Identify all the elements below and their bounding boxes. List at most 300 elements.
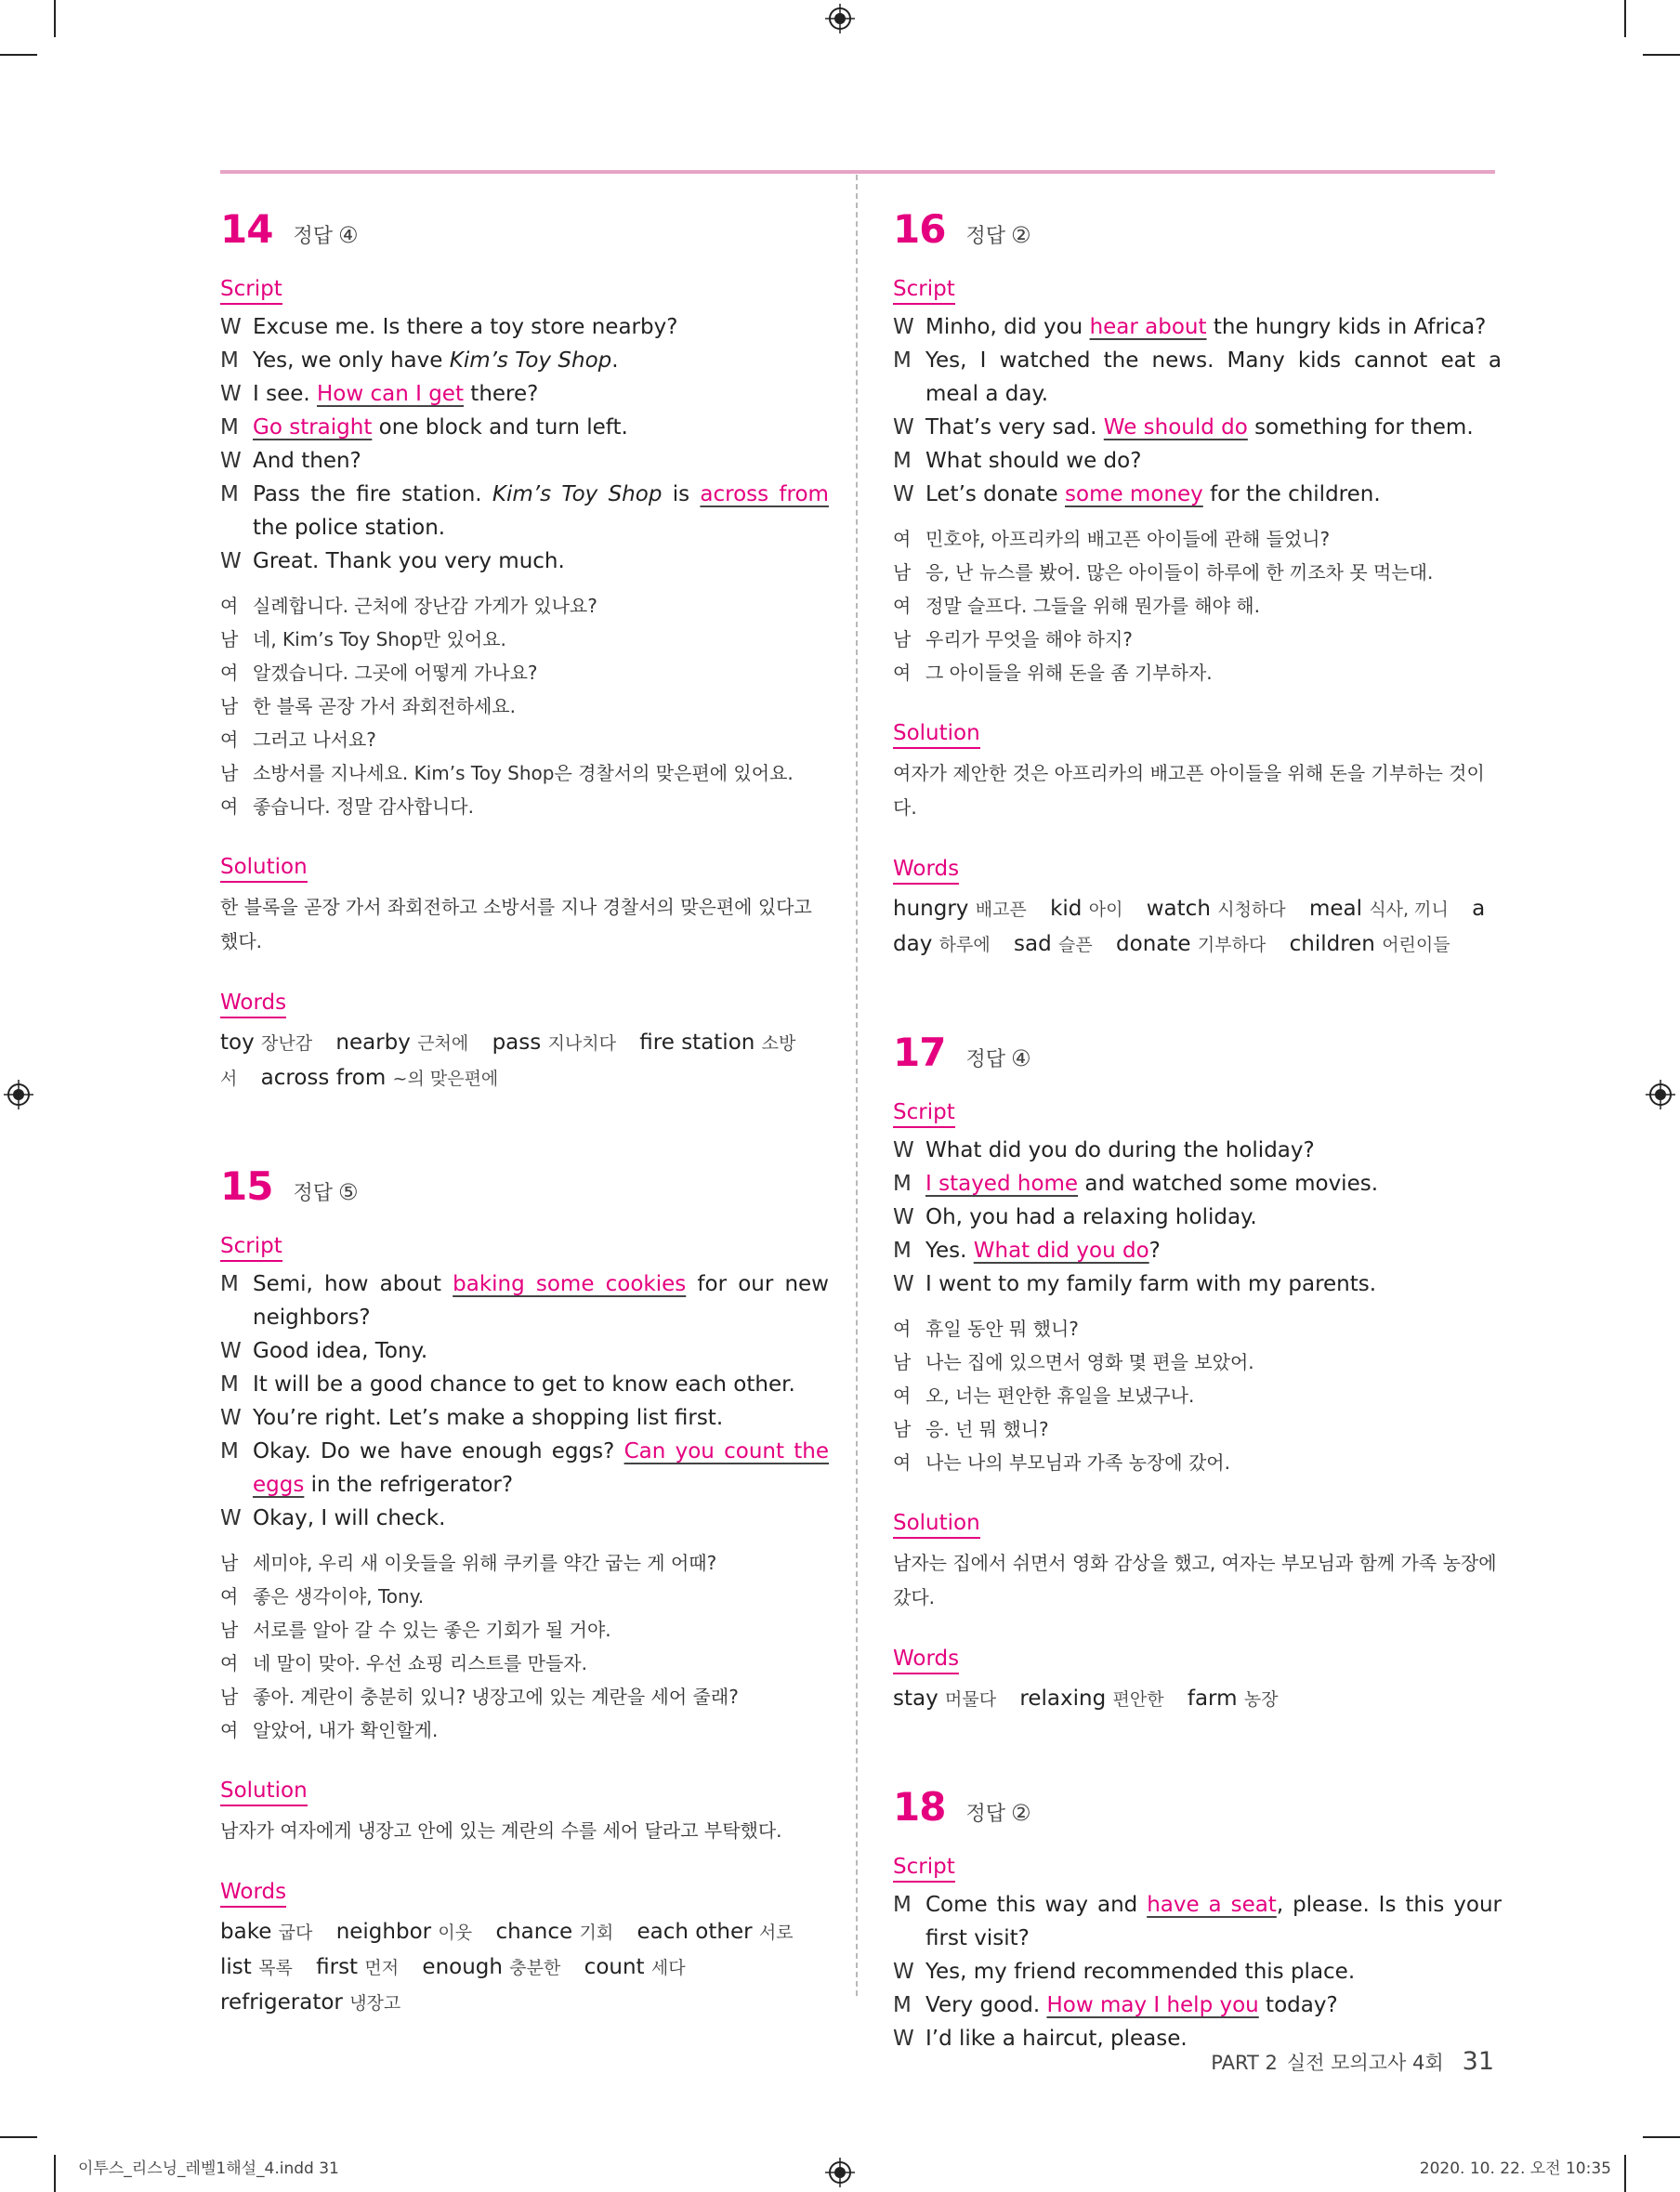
word-ko: 시청하다 xyxy=(1217,899,1286,920)
script-line xyxy=(893,1234,1502,1267)
crop-mark xyxy=(1624,0,1626,37)
speaker: M xyxy=(220,1272,239,1296)
page-number: 31 xyxy=(1462,2047,1494,2076)
script-line xyxy=(893,1267,1502,1301)
script-line xyxy=(220,377,829,411)
text-run: Good idea, Tony. xyxy=(253,1339,428,1363)
text-run: Minho, did you xyxy=(925,315,1090,339)
text-run: . xyxy=(611,348,619,373)
text-run: What did you do during the holiday? xyxy=(925,1138,1315,1162)
question-header xyxy=(893,1784,1502,1840)
spacer xyxy=(220,1747,829,1764)
line-text xyxy=(925,344,1502,411)
translation-text: 민호야, 아프리카의 배고픈 아이들에 관해 들었니? xyxy=(925,528,1331,550)
question-16 xyxy=(893,206,1502,963)
translation-text: 알았어, 내가 확인할게. xyxy=(253,1719,439,1741)
script-line xyxy=(220,1435,829,1502)
speaker: 남 xyxy=(220,1552,239,1574)
translation-text: 나는 집에 있으면서 영화 몇 편을 보았어. xyxy=(925,1351,1254,1373)
page-footer xyxy=(1211,2047,1494,2076)
word-ko: 굽다 xyxy=(278,1923,313,1943)
translation-line xyxy=(893,556,1502,589)
speaker: 여 xyxy=(220,728,239,751)
script-line xyxy=(220,444,829,478)
word-en: pass xyxy=(492,1030,548,1055)
script-line xyxy=(220,478,829,545)
word-en: sad xyxy=(1014,932,1058,956)
crop-mark xyxy=(0,2136,37,2138)
text-run: Pass the fire station. xyxy=(253,482,492,506)
speaker: W xyxy=(893,2027,914,2051)
question-header xyxy=(893,206,1502,262)
highlight-phrase: How may I help you xyxy=(1046,1993,1259,2017)
speaker: 여 xyxy=(893,1451,912,1474)
word-ko: 소방서 xyxy=(220,1033,796,1089)
word-en: children xyxy=(1289,932,1383,956)
text-run: is xyxy=(662,482,701,506)
line-text xyxy=(253,1267,829,1334)
crop-mark xyxy=(1643,2136,1680,2138)
solution-text: 남자가 여자에게 냉장고 안에 있는 계란의 수를 세어 달라고 부탁했다. xyxy=(220,1819,782,1842)
spacer xyxy=(220,823,829,840)
script-line xyxy=(220,1502,829,1535)
words-label: Words xyxy=(893,855,959,885)
speaker: 남 xyxy=(893,628,912,650)
crop-mark xyxy=(1624,2155,1626,2192)
word-en: stay xyxy=(893,1687,946,1711)
solution-text: 한 블록을 곧장 가서 좌회전하고 소방서를 지나 경찰서의 맞은편에 있다고 했다. xyxy=(220,896,812,952)
answer-label: 정답 xyxy=(965,1048,1005,1071)
text-run: Yes, I watched the news. Many kids cannot eat a meal a day. xyxy=(925,348,1502,406)
registration-mark-icon xyxy=(825,2158,855,2187)
word-ko: 서로 xyxy=(758,1923,794,1943)
speaker: M xyxy=(220,348,239,373)
script-line xyxy=(893,411,1502,444)
spacer xyxy=(893,689,1502,706)
translation-text: 소방서를 지나세요. Kim’s Toy Shop은 경찰서의 맞은편에 있어요. xyxy=(253,762,794,784)
highlight-phrase: Can you count the eggs xyxy=(253,1439,829,1497)
text-run: I’d like a haircut, please. xyxy=(925,2027,1188,2051)
translation-text: 우리가 무엇을 해야 하지? xyxy=(925,628,1133,650)
text-run: I see. xyxy=(253,382,317,406)
translation-line xyxy=(893,1312,1502,1345)
speaker: M xyxy=(893,348,912,373)
text-run: the hungry kids in Africa? xyxy=(1206,315,1487,339)
word-en: toy xyxy=(220,1030,262,1055)
speaker: M xyxy=(893,449,912,473)
line-text xyxy=(253,411,829,444)
word-ko: 충분한 xyxy=(509,1958,561,1978)
translation-text: 실례합니다. 근처에 장난감 가게가 있나요? xyxy=(253,595,597,617)
highlight-phrase: I stayed home xyxy=(925,1172,1079,1196)
crop-mark xyxy=(1643,54,1680,56)
crop-mark xyxy=(0,54,37,56)
column-divider xyxy=(856,175,858,1996)
translation-text: 응. 넌 뭐 했니? xyxy=(925,1418,1049,1440)
speaker: W xyxy=(893,1272,914,1296)
line-text xyxy=(253,377,829,411)
spacer xyxy=(220,1848,829,1865)
translation-text: 나는 나의 부모님과 가족 농장에 갔어. xyxy=(925,1451,1230,1474)
text-run: And then? xyxy=(253,449,361,473)
text-run: Kim’s Toy Shop xyxy=(492,482,663,506)
text-run: today? xyxy=(1258,1993,1338,2017)
text-run: You’re right. Let’s make a shopping list first. xyxy=(253,1406,724,1430)
text-run: Kim’s Toy Shop xyxy=(449,348,612,373)
text-run: That’s very sad. xyxy=(925,415,1104,440)
translation-text: 좋아. 계란이 충분히 있니? 냉장고에 있는 계란을 세어 줄래? xyxy=(253,1686,739,1708)
registration-mark-icon xyxy=(825,4,855,33)
question-17 xyxy=(893,1030,1502,1717)
script-line xyxy=(893,1955,1502,1989)
solution-label: Solution xyxy=(220,853,308,883)
line-text xyxy=(925,1234,1502,1267)
word-en: enough xyxy=(422,1955,510,1979)
word-en: list xyxy=(220,1955,259,1979)
speaker: W xyxy=(893,1960,914,1984)
word-en: neighbor xyxy=(335,1920,439,1944)
solution-label: Solution xyxy=(893,719,980,749)
translation-line xyxy=(220,1647,829,1680)
line-text xyxy=(253,444,829,478)
script-line xyxy=(893,310,1502,344)
translation-line xyxy=(220,1580,829,1613)
speaker: M xyxy=(893,1893,912,1917)
script-line xyxy=(893,1989,1502,2022)
line-text xyxy=(925,1167,1502,1201)
script-line xyxy=(220,1368,829,1401)
translation-line xyxy=(220,1713,829,1747)
word-ko: 농장 xyxy=(1243,1689,1279,1710)
translation-line xyxy=(893,1446,1502,1479)
word-list xyxy=(220,1915,829,2021)
word-ko: 기부하다 xyxy=(1197,935,1267,955)
text-run: I went to my family farm with my parents. xyxy=(925,1272,1377,1296)
translation-line xyxy=(220,623,829,656)
word-en: fire station xyxy=(639,1030,762,1055)
word-list xyxy=(893,1682,1502,1717)
translation-line xyxy=(220,1680,829,1713)
line-text xyxy=(253,1368,829,1401)
script-line xyxy=(220,310,829,344)
word-ko: 기회 xyxy=(579,1923,614,1943)
word-en: chance xyxy=(495,1920,580,1944)
word-list xyxy=(893,892,1502,963)
speaker: 여 xyxy=(893,1318,912,1340)
word-ko: 편안한 xyxy=(1112,1689,1164,1710)
speaker: 여 xyxy=(220,662,239,684)
word-en: each other xyxy=(637,1920,759,1944)
word-en: count xyxy=(584,1955,651,1979)
script-line xyxy=(893,344,1502,411)
speaker: W xyxy=(220,382,242,406)
text-run: for the children. xyxy=(1202,482,1381,506)
translation-text: 한 블록 곧장 가서 좌회전하세요. xyxy=(253,695,516,717)
text-run: Come this way and xyxy=(925,1893,1148,1917)
answer-label: 정답 xyxy=(965,225,1005,248)
question-header xyxy=(893,1030,1502,1085)
script-line xyxy=(220,1267,829,1334)
highlight-phrase: have a seat xyxy=(1147,1893,1277,1917)
script-line xyxy=(220,545,829,578)
script-label: Script xyxy=(220,275,282,305)
line-text xyxy=(925,444,1502,478)
speaker: 남 xyxy=(220,1686,239,1708)
speaker: 남 xyxy=(893,561,912,584)
speaker: 남 xyxy=(893,1418,912,1440)
word-en: refrigerator xyxy=(220,1990,350,2015)
crop-mark xyxy=(54,0,56,37)
text-run: ? xyxy=(1148,1239,1161,1263)
speaker: 여 xyxy=(220,595,239,617)
speaker: 남 xyxy=(220,1619,239,1641)
answer-number: ② xyxy=(1010,222,1031,248)
text-run: Yes. xyxy=(925,1239,974,1263)
footer-title: 실전 모의고사 4회 xyxy=(1286,2052,1444,2074)
text-run: Yes, my friend recommended this place. xyxy=(925,1960,1356,1984)
word-ko: 식사, 끼니 xyxy=(1369,899,1449,920)
word-en: farm xyxy=(1187,1687,1244,1711)
word-ko: 먼저 xyxy=(364,1958,400,1978)
word-en: across from xyxy=(260,1066,393,1090)
speaker: M xyxy=(220,415,239,440)
line-text xyxy=(925,1955,1502,1989)
script-line xyxy=(220,344,829,377)
word-en: first xyxy=(316,1955,365,1979)
line-text xyxy=(253,310,829,344)
text-run: What should we do? xyxy=(925,449,1142,473)
word-ko: 어린이들 xyxy=(1382,935,1450,955)
speaker: 여 xyxy=(893,1385,912,1407)
highlight-phrase: Go straight xyxy=(253,415,373,440)
line-text xyxy=(925,1267,1502,1301)
translation-text: 오, 너는 편안한 휴일을 보냈구나. xyxy=(925,1385,1195,1407)
words-label: Words xyxy=(220,989,286,1018)
word-ko: 세다 xyxy=(650,1958,686,1978)
word-ko: 배고픈 xyxy=(975,899,1027,920)
speaker: 여 xyxy=(220,1719,239,1741)
script-line xyxy=(893,1201,1502,1234)
text-run: Great. Thank you very much. xyxy=(253,549,565,573)
word-ko: 아이 xyxy=(1088,899,1123,920)
text-run: in the refrigerator? xyxy=(304,1473,514,1497)
speaker: W xyxy=(220,1506,242,1530)
line-text xyxy=(925,411,1502,444)
translation-line xyxy=(893,656,1502,689)
question-number: 16 xyxy=(893,206,946,252)
translation-line xyxy=(893,1412,1502,1446)
line-text xyxy=(925,1201,1502,1234)
script-line xyxy=(220,411,829,444)
question-header xyxy=(220,206,829,262)
words-label: Words xyxy=(893,1645,959,1674)
slug-file: 이투스_리스닝_레벨1해설_4.indd 31 xyxy=(78,2159,339,2178)
question-18 xyxy=(893,1784,1502,2055)
answer-number: ⑤ xyxy=(337,1179,359,1205)
highlight-phrase: We should do xyxy=(1103,415,1248,440)
word-ko: 근처에 xyxy=(417,1033,469,1054)
word-ko: 지나치다 xyxy=(547,1033,616,1054)
word-en: meal xyxy=(1308,897,1370,921)
text-run: , please. Is this your first visit? xyxy=(925,1893,1503,1950)
speaker: W xyxy=(893,482,914,506)
line-text xyxy=(925,478,1502,511)
translation-text: 응, 난 뉴스를 봤어. 많은 아이들이 하루에 한 끼조차 못 먹는대. xyxy=(925,561,1434,584)
word-list xyxy=(220,1026,829,1096)
translation-line xyxy=(220,589,829,623)
word-ko: ~의 맞은편에 xyxy=(392,1069,499,1089)
script-line xyxy=(893,1167,1502,1201)
speaker: W xyxy=(893,1138,914,1162)
word-en: kid xyxy=(1050,897,1089,921)
speaker: 여 xyxy=(893,595,912,617)
speaker: M xyxy=(893,1239,912,1263)
question-number: 17 xyxy=(893,1030,946,1075)
highlight-phrase: some money xyxy=(1065,482,1203,506)
text-run: and watched some movies. xyxy=(1078,1172,1379,1196)
script-label: Script xyxy=(220,1232,282,1262)
answer-label: 정답 xyxy=(965,1803,1005,1826)
word-en: relaxing xyxy=(1019,1687,1113,1711)
speaker: 남 xyxy=(220,762,239,784)
spacer xyxy=(220,959,829,976)
question-15 xyxy=(220,1163,829,2021)
speaker: 여 xyxy=(220,1652,239,1674)
text-run: Excuse me. Is there a toy store nearby? xyxy=(253,315,678,339)
line-text xyxy=(253,478,829,545)
text-run: Semi, how about xyxy=(253,1272,453,1296)
word-en: hungry xyxy=(893,897,976,921)
line-text xyxy=(253,1334,829,1368)
question-header xyxy=(220,1163,829,1219)
translation xyxy=(893,1312,1502,1479)
translation-text: 네, Kim’s Toy Shop만 있어요. xyxy=(253,628,506,650)
speaker: W xyxy=(220,315,242,339)
text-run: one block and turn left. xyxy=(372,415,628,440)
speaker: 여 xyxy=(220,795,239,818)
crop-mark xyxy=(54,2155,56,2192)
text-run: Okay, I will check. xyxy=(253,1506,446,1530)
speaker: M xyxy=(220,482,239,506)
script-line xyxy=(220,1334,829,1368)
translation-line xyxy=(220,790,829,823)
left-column xyxy=(220,177,829,2021)
line-text xyxy=(253,344,829,377)
highlight-phrase: hear about xyxy=(1089,315,1207,339)
speaker: M xyxy=(893,1993,912,2017)
word-ko: 목록 xyxy=(258,1958,293,1978)
text-run: Let’s donate xyxy=(925,482,1066,506)
line-text xyxy=(925,310,1502,344)
answer-label: 정답 xyxy=(293,1182,333,1205)
text-run: Okay. Do we have enough eggs? xyxy=(253,1439,624,1464)
translation xyxy=(220,1546,829,1747)
line-text xyxy=(925,1134,1502,1167)
text-run: the police station. xyxy=(253,516,446,540)
translation xyxy=(220,589,829,823)
script-line xyxy=(893,444,1502,478)
translation xyxy=(893,522,1502,689)
word-en: donate xyxy=(1116,932,1198,956)
speaker: W xyxy=(893,315,914,339)
text-run: there? xyxy=(463,382,539,406)
translation-line xyxy=(893,1379,1502,1412)
word-ko: 장난감 xyxy=(261,1033,313,1054)
spacer xyxy=(893,1615,1502,1632)
answer-number: ④ xyxy=(1010,1045,1031,1071)
speaker: W xyxy=(893,1205,914,1229)
right-column xyxy=(893,177,1502,2055)
translation-text: 네 말이 맞아. 우선 쇼핑 리스트를 만들자. xyxy=(253,1652,587,1674)
speaker: 여 xyxy=(893,662,912,684)
translation-text: 그러고 나서요? xyxy=(253,728,376,751)
speaker: 남 xyxy=(893,1351,912,1373)
answer-label: 정답 xyxy=(293,225,333,248)
answer-number: ② xyxy=(1010,1800,1031,1826)
speaker: W xyxy=(220,549,242,573)
text-run: Oh, you had a relaxing holiday. xyxy=(925,1205,1257,1229)
slug-date: 2020. 10. 22. 오전 10:35 xyxy=(1419,2159,1611,2178)
highlight-phrase: What did you do xyxy=(973,1239,1149,1263)
solution-text: 남자는 집에서 쉬면서 영화 감상을 했고, 여자는 부모님과 함께 가족 농장에 갔다. xyxy=(893,1552,1497,1608)
solution-label: Solution xyxy=(893,1509,980,1539)
word-ko: 이웃 xyxy=(438,1923,473,1943)
speaker: 여 xyxy=(220,1585,239,1608)
translation-line xyxy=(893,522,1502,556)
translation-text: 정말 슬프다. 그들을 위해 뭔가를 해야 해. xyxy=(925,595,1260,617)
speaker: M xyxy=(893,1172,912,1196)
word-en: nearby xyxy=(335,1030,418,1055)
translation-line xyxy=(220,1546,829,1580)
script-label: Script xyxy=(893,1853,955,1883)
highlight-phrase: across from xyxy=(700,482,829,506)
speaker: 남 xyxy=(220,695,239,717)
translation-line xyxy=(893,589,1502,623)
script-line xyxy=(893,478,1502,511)
speaker: 남 xyxy=(220,628,239,650)
script-line xyxy=(220,1401,829,1435)
translation-line xyxy=(220,756,829,790)
translation-text: 좋습니다. 정말 감사합니다. xyxy=(253,795,474,818)
script-label: Script xyxy=(893,275,955,305)
translation-line xyxy=(893,623,1502,656)
line-text xyxy=(925,1888,1502,1955)
translation-text: 알겠습니다. 그곳에 어떻게 가나요? xyxy=(253,662,538,684)
top-rule xyxy=(220,170,1495,174)
translation-text: 휴일 동안 뭐 했니? xyxy=(925,1318,1079,1340)
spacer xyxy=(893,825,1502,842)
speaker: M xyxy=(220,1372,239,1397)
translation-line xyxy=(220,656,829,689)
line-text xyxy=(925,1989,1502,2022)
word-ko: 하루에 xyxy=(938,935,991,955)
text-run: for our new neighbors? xyxy=(253,1272,829,1330)
line-text xyxy=(253,1401,829,1435)
text-run: something for them. xyxy=(1247,415,1474,440)
words-label: Words xyxy=(220,1878,286,1908)
speaker: W xyxy=(220,449,242,473)
word-en: watch xyxy=(1146,897,1218,921)
question-14 xyxy=(220,206,829,1096)
translation-text: 좋은 생각이야, Tony. xyxy=(253,1585,425,1608)
speaker: M xyxy=(220,1439,239,1464)
question-number: 18 xyxy=(893,1784,946,1830)
line-text xyxy=(253,1502,829,1535)
translation-line xyxy=(220,689,829,723)
word-en: bake xyxy=(220,1920,279,1944)
text-run: Very good. xyxy=(925,1993,1047,2017)
translation-text: 세미야, 우리 새 이웃들을 위해 쿠키를 약간 굽는 게 어때? xyxy=(253,1552,717,1574)
